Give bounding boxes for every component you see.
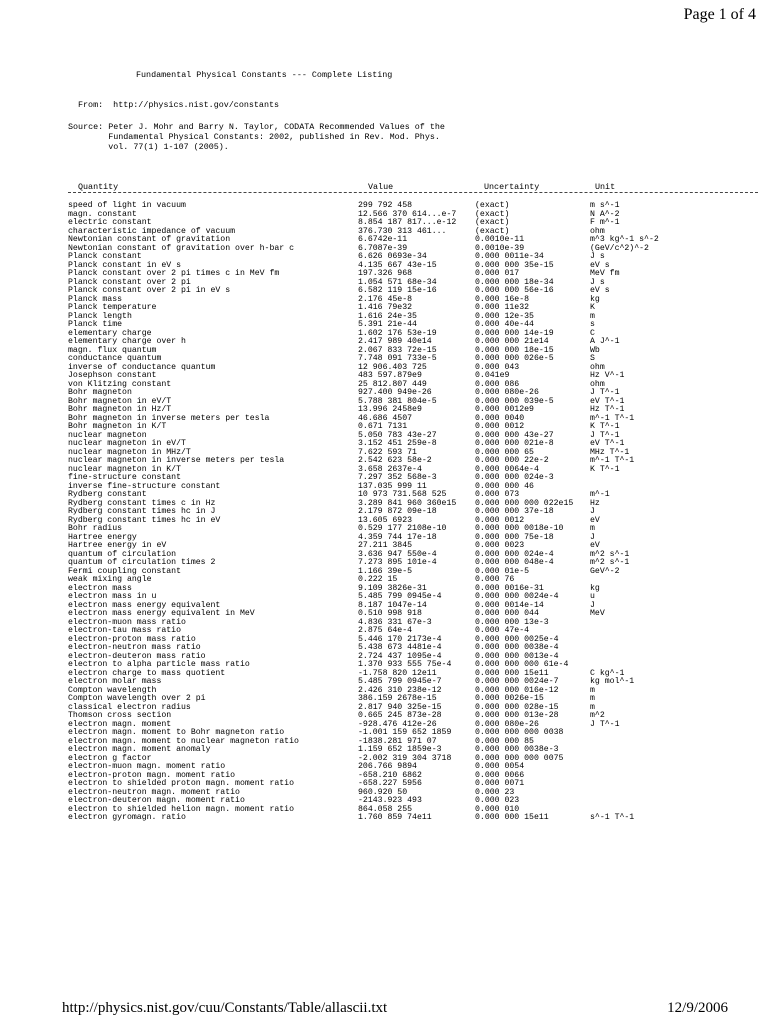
unit-cell: s^-1 T^-1	[590, 813, 635, 822]
value-cell: 2.417 989 40e14	[358, 337, 432, 346]
uncertainty-cell: 0.000 000 46	[475, 481, 534, 491]
value-cell: 8.854 187 817...e-12	[358, 218, 457, 227]
unit-cell: MeV	[590, 609, 605, 618]
value-cell: 2.724 437 1095e-4	[358, 651, 442, 661]
quantity-cell: Newtonian constant of gravitation	[68, 235, 231, 244]
value-cell: 3.152 451 259e-8	[358, 439, 437, 448]
value-cell: 386.159 2678e-15	[358, 694, 437, 703]
value-cell: 9.109 3826e-31	[358, 583, 427, 593]
unit-cell: m	[590, 694, 595, 703]
quantity-cell: electron-tau mass ratio	[68, 626, 182, 635]
uncertainty-cell: 0.000 0064e-4	[475, 464, 539, 474]
uncertainty-cell: 0.000 000 000 0038	[475, 728, 564, 737]
value-cell: -1.758 820 12e11	[358, 668, 437, 678]
quantity-cell: Planck constant over 2 pi times c in MeV fm	[68, 269, 280, 278]
unit-cell: N A^-2	[590, 209, 620, 219]
uncertainty-cell: 0.000 0023	[475, 541, 525, 550]
quantity-cell: Planck constant over 2 pi	[68, 277, 191, 287]
page-number: Page 1 of 4	[683, 6, 756, 23]
quantity-cell: von Klitzing constant	[68, 379, 172, 389]
unit-cell: J T^-1	[590, 430, 620, 440]
unit-cell: kg	[590, 294, 600, 304]
value-cell: 0.529 177 2108e-10	[358, 524, 447, 533]
quantity-cell: conductance quantum	[68, 354, 162, 363]
uncertainty-cell: 0.000 000 18e-15	[475, 345, 554, 355]
unit-cell: eV s	[590, 286, 610, 295]
quantity-cell: Rydberg constant times hc in eV	[68, 515, 221, 525]
uncertainty-cell: (exact)	[475, 226, 510, 236]
table-row	[68, 568, 758, 577]
unit-cell: Hz	[590, 498, 600, 508]
uncertainty-cell: 0.000 12e-35	[475, 311, 534, 321]
unit-cell: MeV fm	[590, 269, 620, 278]
value-cell: 12.566 370 614...e-7	[358, 209, 457, 219]
value-cell: 1.416 79e32	[358, 303, 413, 312]
unit-cell: K	[590, 303, 595, 312]
unit-cell: J	[590, 507, 595, 516]
uncertainty-cell: 0.0010e-11	[475, 235, 525, 244]
unit-cell: ohm	[590, 226, 605, 236]
unit-cell: kg	[590, 583, 600, 593]
value-cell: -2143.923 493	[358, 796, 422, 805]
quantity-cell: Bohr magneton in Hz/T	[68, 405, 172, 414]
unit-cell: kg mol^-1	[590, 677, 635, 686]
uncertainty-cell: 0.000 76	[475, 575, 515, 584]
quantity-cell: speed of light in vacuum	[68, 201, 186, 210]
uncertainty-cell: 0.000 023	[475, 796, 520, 805]
column-header-uncertainty: Uncertainty	[484, 182, 540, 192]
uncertainty-cell: 0.000 000 18e-34	[475, 277, 554, 287]
value-cell: 299 792 458	[358, 201, 413, 210]
value-cell: 0.665 245 873e-28	[358, 711, 442, 720]
document-title: Fundamental Physical Constants --- Complete Listing	[136, 70, 393, 80]
quantity-cell: Rydberg constant	[68, 490, 147, 499]
quantity-cell: Planck time	[68, 320, 123, 329]
value-cell: 1.760 859 74e11	[358, 813, 432, 822]
uncertainty-cell: 0.000 23	[475, 787, 515, 797]
value-cell: 3.658 2637e-4	[358, 464, 422, 474]
quantity-cell: quantum of circulation times 2	[68, 558, 216, 567]
value-cell: -1.001 159 652 1859	[358, 728, 452, 737]
quantity-cell: Compton wavelength over 2 pi	[68, 694, 206, 703]
unit-cell: m^-1 T^-1	[590, 456, 635, 465]
quantity-cell: fine-structure constant	[68, 473, 182, 482]
value-cell: 1.370 933 555 75e-4	[358, 660, 452, 669]
unit-cell: m^2 s^-1	[590, 558, 630, 567]
quantity-cell: Bohr magneton in K/T	[68, 422, 167, 431]
quantity-cell: Josephson constant	[68, 371, 157, 380]
value-cell: 927.400 949e-26	[358, 388, 432, 397]
quantity-cell: classical electron radius	[68, 702, 191, 712]
unit-cell: eV s	[590, 260, 610, 270]
uncertainty-cell: 0.000 086	[475, 379, 520, 389]
quantity-cell: electron magn. moment to Bohr magneton ratio	[68, 728, 285, 737]
value-cell: 3.636 947 550e-4	[358, 549, 437, 559]
quantity-cell: Bohr magneton in inverse meters per tesla	[68, 413, 270, 423]
value-cell: 137.035 999 11	[358, 481, 427, 491]
footer-date: 12/9/2006	[667, 1000, 728, 1016]
quantity-cell: electron mass in u	[68, 592, 157, 601]
quantity-cell: electron-proton magn. moment ratio	[68, 770, 236, 780]
uncertainty-cell: 0.000 000 35e-15	[475, 260, 554, 270]
uncertainty-cell: 0.000 000 048e-4	[475, 558, 554, 567]
uncertainty-cell: 0.000 16e-8	[475, 294, 530, 304]
quantity-cell: electron-muon magn. moment ratio	[68, 762, 226, 771]
uncertainty-cell: 0.000 000 15e11	[475, 668, 549, 678]
quantity-cell: Bohr magneton in eV/T	[68, 396, 172, 406]
column-header-value: Value	[368, 182, 394, 192]
unit-cell: m	[590, 524, 595, 533]
value-cell: 483 597.879e9	[358, 371, 422, 380]
quantity-cell: Thomson cross section	[68, 711, 172, 720]
value-cell: 4.135 667 43e-15	[358, 260, 437, 270]
unit-cell: m	[590, 311, 595, 321]
value-cell: 5.438 673 4481e-4	[358, 643, 442, 652]
uncertainty-cell: (exact)	[475, 209, 510, 219]
quantity-cell: weak mixing angle	[68, 575, 152, 584]
value-cell: 25 812.807 449	[358, 379, 427, 389]
unit-cell: m^2 s^-1	[590, 549, 630, 559]
quantity-cell: electron-deuteron magn. moment ratio	[68, 796, 245, 805]
uncertainty-cell: 0.000 000 0013e-4	[475, 651, 559, 661]
unit-cell: F m^-1	[590, 218, 620, 227]
column-header-quantity: Quantity	[78, 182, 119, 192]
value-cell: 2.875 64e-4	[358, 626, 413, 635]
uncertainty-cell: 0.000 000 22e-2	[475, 456, 549, 465]
uncertainty-cell: 0.000 000 024e-4	[475, 549, 554, 559]
value-cell: 1.054 571 68e-34	[358, 277, 437, 287]
value-cell: 7.748 091 733e-5	[358, 354, 437, 363]
quantity-cell: electron g factor	[68, 753, 152, 763]
value-cell: 3.289 841 960 360e15	[358, 498, 457, 508]
uncertainty-cell: 0.000 017	[475, 269, 520, 278]
value-cell: 5.446 170 2173e-4	[358, 634, 442, 644]
quantity-cell: Newtonian constant of gravitation over h-bar c	[68, 243, 295, 253]
value-cell: 5.391 21e-44	[358, 320, 417, 329]
value-cell: 7.273 895 101e-4	[358, 558, 437, 567]
unit-cell: eV	[590, 541, 600, 550]
citation-block: Source: Peter J. Mohr and Barry N. Taylor, CODATA Recommended Values of the Fundamental Physical Constants: 2002, published in Rev. Mod. Phys. vol. 77(1) 1-107 (2005).	[68, 122, 445, 152]
quantity-cell: Compton wavelength	[68, 685, 157, 695]
quantity-cell: inverse fine-structure constant	[68, 481, 221, 491]
quantity-cell: electron molar mass	[68, 677, 162, 686]
quantity-cell: electron to shielded proton magn. moment ratio	[68, 779, 295, 788]
quantity-cell: electron-proton mass ratio	[68, 634, 196, 644]
value-cell: 0.510 998 918	[358, 609, 422, 618]
value-cell: 6.7087e-39	[358, 243, 408, 253]
unit-cell: (GeV/c^2)^-2	[590, 243, 649, 253]
unit-cell: S	[590, 354, 595, 363]
uncertainty-cell: 0.000 000 021e-8	[475, 439, 554, 448]
value-cell: 27.211 3845	[358, 541, 413, 550]
value-cell: 6.626 0693e-34	[358, 252, 427, 261]
table-row	[68, 415, 758, 424]
uncertainty-cell: 0.000 000 0018e-10	[475, 524, 564, 533]
quantity-cell: inverse of conductance quantum	[68, 362, 216, 372]
uncertainty-cell: 0.000 080e-26	[475, 388, 539, 397]
quantity-cell: electron-muon mass ratio	[68, 617, 186, 627]
quantity-cell: nuclear magneton in eV/T	[68, 439, 186, 448]
value-cell: 5.485 799 0945e-7	[358, 677, 442, 686]
unit-cell: K T^-1	[590, 422, 620, 431]
quantity-cell: Hartree energy in eV	[68, 541, 167, 550]
quantity-cell: Hartree energy	[68, 532, 137, 542]
unit-cell: m	[590, 685, 595, 695]
source-url-line: From: http://physics.nist.gov/constants	[78, 100, 280, 110]
unit-cell: J s	[590, 252, 605, 261]
uncertainty-cell: 0.000 0066	[475, 770, 525, 780]
unit-cell: m^-1 T^-1	[590, 413, 635, 423]
quantity-cell: Rydberg constant times c in Hz	[68, 498, 216, 508]
uncertainty-cell: 0.0010e-39	[475, 243, 525, 253]
unit-cell: eV T^-1	[590, 396, 625, 406]
uncertainty-cell: 0.000 000 016e-12	[475, 685, 559, 695]
unit-cell: MHz T^-1	[590, 447, 630, 457]
uncertainty-cell: 0.000 000 14e-19	[475, 328, 554, 338]
value-cell: 10 973 731.568 525	[358, 490, 447, 499]
value-cell: 1.616 24e-35	[358, 311, 417, 321]
uncertainty-cell: 0.000 000 13e-3	[475, 617, 549, 627]
uncertainty-cell: 0.041e9	[475, 371, 510, 380]
unit-cell: J	[590, 532, 595, 542]
value-cell: 864.058 255	[358, 804, 413, 814]
quantity-cell: nuclear magneton	[68, 430, 147, 440]
value-cell: 12 906.403 725	[358, 362, 427, 372]
unit-cell: m s^-1	[590, 201, 620, 210]
quantity-cell: Planck mass	[68, 294, 123, 304]
value-cell: 1.159 652 1859e-3	[358, 745, 442, 754]
value-cell: 5.788 381 804e-5	[358, 396, 437, 406]
quantity-cell: electron-neutron mass ratio	[68, 643, 201, 652]
uncertainty-cell: 0.000 043	[475, 362, 520, 372]
unit-cell: Hz V^-1	[590, 371, 625, 380]
uncertainty-cell: 0.000 000 75e-18	[475, 532, 554, 542]
uncertainty-cell: 0.000 000 024e-3	[475, 473, 554, 482]
unit-cell: u	[590, 592, 595, 601]
uncertainty-cell: 0.000 000 000 0075	[475, 753, 564, 763]
unit-cell: m^2	[590, 711, 605, 720]
value-cell: 13.996 2458e9	[358, 405, 422, 414]
table-row	[68, 296, 758, 305]
uncertainty-cell: 0.000 000 000 022e15	[475, 498, 574, 508]
value-cell: 46.686 4507	[358, 413, 413, 423]
quantity-cell: quantum of circulation	[68, 549, 177, 559]
value-cell: 1.166 39e-5	[358, 566, 413, 576]
uncertainty-cell: 0.000 0026e-15	[475, 694, 544, 703]
unit-cell: Wb	[590, 345, 600, 355]
quantity-cell: elementary charge	[68, 328, 152, 338]
quantity-cell: electron gyromagn. ratio	[68, 813, 186, 822]
quantity-cell: electron to alpha particle mass ratio	[68, 660, 250, 669]
value-cell: 2.542 623 58e-2	[358, 456, 432, 465]
uncertainty-cell: 0.000 0054	[475, 762, 525, 771]
value-cell: 0.671 7131	[358, 422, 408, 431]
value-cell: -658.227 5956	[358, 779, 422, 788]
unit-cell: C kg^-1	[590, 668, 625, 678]
uncertainty-cell: 0.000 000 013e-28	[475, 711, 559, 720]
unit-cell: A J^-1	[590, 337, 620, 346]
unit-cell: Hz T^-1	[590, 405, 625, 414]
footer-url: http://physics.nist.gov/cuu/Constants/Table/allascii.txt	[62, 1000, 388, 1016]
uncertainty-cell: 0.000 000 0024e-7	[475, 677, 559, 686]
uncertainty-cell: 0.000 0040	[475, 413, 525, 423]
uncertainty-cell: 0.000 000 039e-5	[475, 396, 554, 406]
value-cell: 6.6742e-11	[358, 235, 408, 244]
unit-cell: J T^-1	[590, 719, 620, 729]
table-row	[68, 814, 758, 823]
value-cell: 5.050 783 43e-27	[358, 430, 437, 440]
value-cell: 5.485 799 0945e-4	[358, 592, 442, 601]
uncertainty-cell: 0.000 000 85	[475, 736, 534, 746]
quantity-cell: magn. flux quantum	[68, 345, 157, 355]
value-cell: 0.222 15	[358, 575, 398, 584]
uncertainty-cell: (exact)	[475, 201, 510, 210]
quantity-cell: electron mass energy equivalent in MeV	[68, 609, 255, 618]
value-cell: 7.622 593 71	[358, 447, 417, 457]
quantity-cell: nuclear magneton in inverse meters per tesla	[68, 456, 285, 465]
quantity-cell: electron-deuteron mass ratio	[68, 651, 206, 661]
table-row	[68, 287, 758, 296]
unit-cell: K T^-1	[590, 464, 620, 474]
quantity-cell: Bohr magneton	[68, 388, 132, 397]
uncertainty-cell: 0.000 000 56e-16	[475, 286, 554, 295]
quantity-cell: Planck constant over 2 pi in eV s	[68, 286, 231, 295]
uncertainty-cell: 0.000 000 15e11	[475, 813, 549, 822]
value-cell: -2.002 319 304 3718	[358, 753, 452, 763]
uncertainty-cell: 0.000 000 21e14	[475, 337, 549, 346]
quantity-cell: electron magn. moment	[68, 719, 172, 729]
value-cell: 13.605 6923	[358, 515, 413, 525]
quantity-cell: electron to shielded helion magn. moment ratio	[68, 804, 295, 814]
uncertainty-cell: 0.000 0012	[475, 422, 525, 431]
value-cell: -1838.281 971 07	[358, 736, 437, 746]
uncertainty-cell: 0.000 000 43e-27	[475, 430, 554, 440]
value-cell: 2.179 872 09e-18	[358, 507, 437, 516]
unit-cell: J s	[590, 277, 605, 287]
value-cell: 8.187 1047e-14	[358, 600, 427, 610]
quantity-cell: magn. constant	[68, 209, 137, 219]
uncertainty-cell: 0.000 080e-26	[475, 719, 539, 729]
uncertainty-cell: 0.000 0016e-31	[475, 583, 544, 593]
uncertainty-cell: 0.000 000 0038e-3	[475, 745, 559, 754]
quantity-cell: Planck length	[68, 311, 132, 321]
value-cell: 960.920 50	[358, 787, 408, 797]
unit-cell: J T^-1	[590, 388, 620, 397]
value-cell: 7.297 352 568e-3	[358, 473, 437, 482]
value-cell: -658.210 6862	[358, 770, 422, 780]
quantity-cell: nuclear magneton in MHz/T	[68, 447, 191, 457]
header-divider	[68, 192, 758, 193]
unit-cell: C	[590, 328, 595, 338]
uncertainty-cell: 0.000 0014e-14	[475, 600, 544, 610]
quantity-cell: Fermi coupling constant	[68, 566, 182, 576]
column-header-unit: Unit	[595, 182, 616, 192]
unit-cell: J	[590, 600, 595, 610]
quantity-cell: electron magn. moment to nuclear magneton ratio	[68, 736, 299, 746]
unit-cell: m	[590, 702, 595, 712]
uncertainty-cell: 0.000 000 0024e-4	[475, 592, 559, 601]
uncertainty-cell: 0.000 0012	[475, 515, 525, 525]
uncertainty-cell: 0.000 47e-4	[475, 626, 530, 635]
unit-cell: m^-1	[590, 490, 610, 499]
quantity-cell: electron mass energy equivalent	[68, 600, 221, 610]
quantity-cell: Planck constant in eV s	[68, 260, 182, 270]
quantity-cell: electron-neutron magn. moment ratio	[68, 787, 240, 797]
value-cell: 4.836 331 67e-3	[358, 617, 432, 627]
quantity-cell: characteristic impedance of vacuum	[68, 226, 236, 236]
value-cell: 1.602 176 53e-19	[358, 328, 437, 338]
unit-cell: s	[590, 320, 595, 329]
value-cell: 2.176 45e-8	[358, 294, 413, 304]
table-header	[68, 182, 758, 192]
uncertainty-cell: 0.000 000 0038e-4	[475, 643, 559, 652]
quantity-cell: elementary charge over h	[68, 337, 186, 346]
value-cell: 197.326 968	[358, 269, 413, 278]
quantity-cell: electron charge to mass quotient	[68, 668, 226, 678]
value-cell: 2.817 940 325e-15	[358, 702, 442, 712]
value-cell: 376.730 313 461...	[358, 226, 447, 236]
unit-cell: ohm	[590, 379, 605, 389]
value-cell: 2.426 310 238e-12	[358, 685, 442, 695]
quantity-cell: nuclear magneton in K/T	[68, 464, 182, 474]
uncertainty-cell: 0.000 01e-5	[475, 566, 530, 576]
quantity-cell: electron mass	[68, 583, 132, 593]
uncertainty-cell: 0.000 000 000 61e-4	[475, 660, 569, 669]
unit-cell: GeV^-2	[590, 566, 620, 576]
uncertainty-cell: 0.000 000 028e-15	[475, 702, 559, 712]
uncertainty-cell: (exact)	[475, 218, 510, 227]
unit-cell: eV	[590, 515, 600, 525]
uncertainty-cell: 0.000 000 026e-5	[475, 354, 554, 363]
value-cell: 206.766 9894	[358, 762, 417, 771]
uncertainty-cell: 0.000 000 044	[475, 609, 539, 618]
uncertainty-cell: 0.000 40e-44	[475, 320, 534, 329]
value-cell: 6.582 119 15e-16	[358, 286, 437, 295]
unit-cell: m^3 kg^-1 s^-2	[590, 235, 659, 244]
quantity-cell: Planck constant	[68, 252, 142, 261]
uncertainty-cell: 0.000 073	[475, 490, 520, 499]
quantity-cell: Planck temperature	[68, 303, 157, 312]
quantity-cell: Bohr radius	[68, 524, 123, 533]
value-cell: -928.476 412e-26	[358, 719, 437, 729]
uncertainty-cell: 0.000 11e32	[475, 303, 530, 312]
unit-cell: ohm	[590, 362, 605, 372]
table-row	[68, 534, 758, 543]
uncertainty-cell: 0.000 000 37e-18	[475, 507, 554, 516]
quantity-cell: electric constant	[68, 218, 152, 227]
constants-table	[68, 202, 758, 823]
value-cell: 4.359 744 17e-18	[358, 532, 437, 542]
uncertainty-cell: 0.000 000 0025e-4	[475, 634, 559, 644]
uncertainty-cell: 0.000 0071	[475, 779, 525, 788]
uncertainty-cell: 0.000 0012e9	[475, 405, 534, 414]
uncertainty-cell: 0.000 0011e-34	[475, 252, 544, 261]
uncertainty-cell: 0.000 010	[475, 804, 520, 814]
unit-cell: eV T^-1	[590, 439, 625, 448]
value-cell: 2.067 833 72e-15	[358, 345, 437, 355]
quantity-cell: electron magn. moment anomaly	[68, 745, 211, 754]
uncertainty-cell: 0.000 000 65	[475, 447, 534, 457]
quantity-cell: Rydberg constant times hc in J	[68, 507, 216, 516]
